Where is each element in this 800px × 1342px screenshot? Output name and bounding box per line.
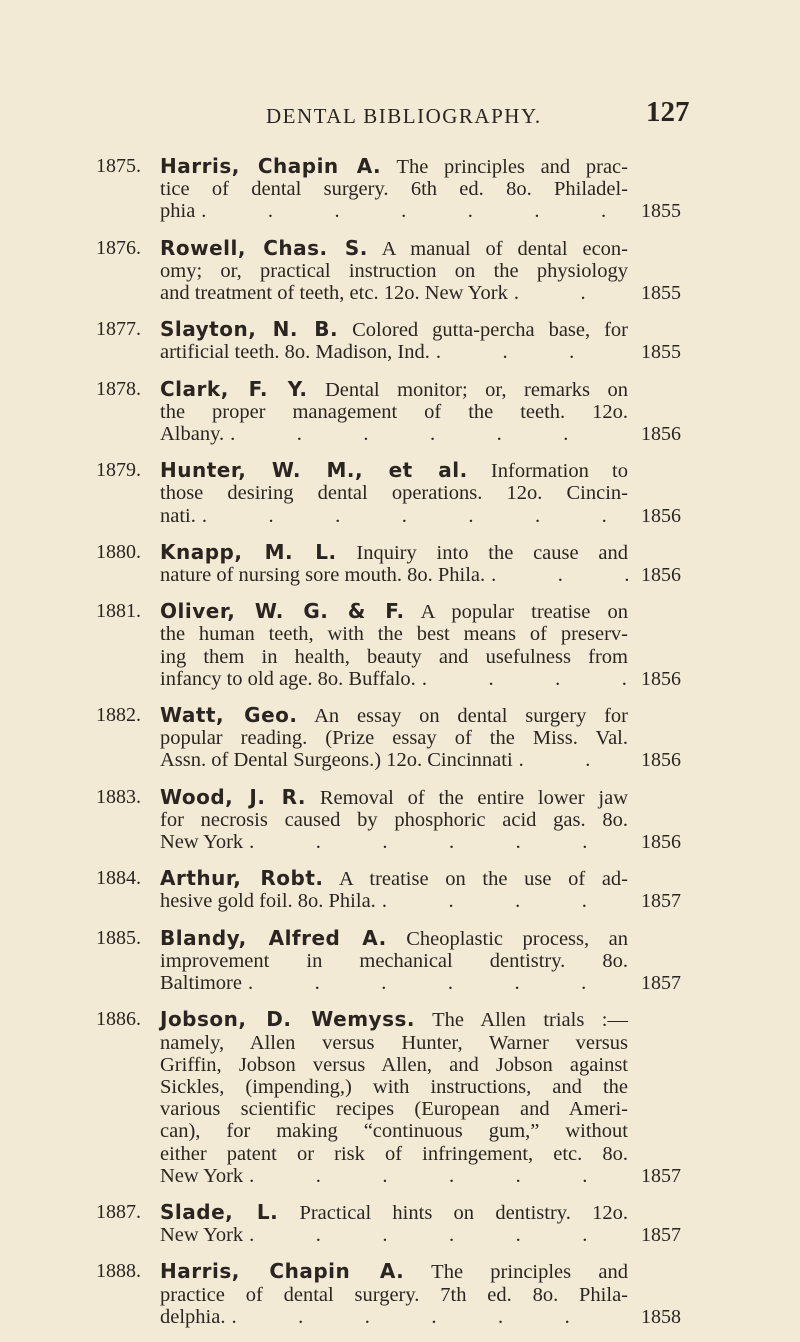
leader-dots (248, 972, 628, 994)
entry-last-line (160, 668, 628, 690)
bibliography-list (0, 155, 800, 1342)
entry-number: 1888. (96, 1260, 141, 1283)
entry-imprint: delphia. (160, 1305, 226, 1328)
entry-imprint: infancy to old age. 8o. Buffalo. (160, 667, 416, 690)
entry-imprint: Albany. (160, 423, 225, 446)
entry-line: various scientific recipes (European and Ameri- (160, 1098, 628, 1121)
entry-line: tice of dental surgery. 6th ed. 8o. Philadel- (160, 178, 628, 201)
entry-text (160, 459, 628, 527)
bibliography-entry (0, 318, 800, 363)
leader-dots (202, 505, 628, 527)
running-header (0, 96, 800, 132)
leader-dots (422, 668, 628, 690)
entry-line: those desiring dental operations. 12o. Cincin- (160, 482, 628, 505)
entry-line: ing them in health, beauty and usefulness from (160, 645, 628, 668)
entry-year: 1857 (641, 1164, 681, 1187)
entry-number: 1885. (96, 926, 141, 949)
entry-last-line (160, 423, 628, 445)
entry-author: Rowell, Chas. S. (160, 235, 368, 260)
entry-number: 1882. (96, 704, 141, 727)
entry-author: Blandy, Alfred A. (160, 925, 387, 950)
entry-number: 1875. (96, 155, 141, 177)
entry-author: Jobson, D. Wemyss. (160, 1007, 415, 1032)
entry-line: namely, Allen versus Hunter, Warner versus (160, 1031, 628, 1054)
entry-author: Harris, Chapin A. (160, 1259, 405, 1284)
entry-year: 1856 (641, 423, 681, 446)
entry-year: 1856 (641, 749, 681, 772)
entry-number: 1879. (96, 459, 141, 482)
entry-text (160, 1008, 628, 1187)
entry-line: Dental monitor; or, remarks on (324, 378, 628, 401)
entry-imprint: New York (160, 1164, 244, 1187)
entry-last-line (160, 1224, 628, 1246)
entry-text (160, 927, 628, 995)
leader-dots (514, 282, 628, 304)
entry-year: 1857 (641, 1224, 681, 1247)
entry-text (160, 1201, 628, 1246)
bibliography-entry (0, 600, 800, 690)
bibliography-entry (0, 237, 800, 305)
entry-year: 1856 (641, 564, 681, 587)
bibliography-entry (0, 704, 800, 772)
entry-number: 1886. (96, 1008, 141, 1031)
entry-line: practice of dental surgery. 7th ed. 8o. Phila- (160, 1283, 628, 1306)
entry-text (160, 318, 628, 363)
entry-last-line (160, 890, 628, 912)
entry-imprint: artificial teeth. 8o. Madison, Ind. (160, 341, 430, 364)
bibliography-entry (0, 541, 800, 586)
entry-text (160, 378, 628, 446)
entry-year: 1858 (641, 1305, 681, 1328)
bibliography-entry (0, 1201, 800, 1246)
entry-line: The principles and prac- (396, 156, 628, 178)
page-number: 127 (646, 96, 690, 128)
entry-line: A popular treatise on (420, 601, 628, 624)
entry-last-line (160, 282, 628, 304)
entry-line: Griffin, Jobson versus Allen, and Jobson against (160, 1053, 628, 1076)
entry-line: improvement in mechanical dentistry. 8o. (160, 949, 628, 972)
entry-line: either patent or risk of infringement, etc. 8o. (160, 1142, 628, 1165)
entry-line: Practical hints on dentistry. 12o. (299, 1201, 628, 1224)
entry-author: Arthur, Robt. (160, 866, 324, 891)
entry-text (160, 237, 628, 305)
entry-author: Watt, Geo. (160, 703, 298, 728)
entry-line: the human teeth, with the best means of preserv- (160, 623, 628, 646)
entry-text (160, 541, 628, 586)
entry-year: 1855 (641, 341, 681, 364)
entry-text (160, 867, 628, 912)
entry-last-line (160, 831, 628, 853)
entry-number: 1877. (96, 318, 141, 341)
entry-number: 1884. (96, 867, 141, 890)
leader-dots (436, 341, 628, 363)
running-title: DENTAL BIBLIOGRAPHY. (266, 104, 542, 128)
entry-author: Wood, J. R. (160, 784, 306, 809)
entry-author: Knapp, M. L. (160, 539, 337, 564)
entry-line: Colored gutta-percha base, for (352, 319, 629, 342)
entry-line: Sickles, (impending,) with instructions, and the (160, 1075, 628, 1098)
entry-year: 1857 (641, 890, 681, 913)
entry-imprint: nati. (160, 504, 196, 527)
leader-dots (231, 1306, 628, 1328)
entry-year: 1856 (641, 504, 681, 527)
entry-number: 1887. (96, 1200, 141, 1223)
bibliography-entry (0, 927, 800, 995)
entry-line: The Allen trials :— (432, 1009, 628, 1032)
entry-number: 1878. (96, 377, 141, 400)
entry-text (160, 600, 628, 690)
entry-line: can), for making “continuous gum,” without (160, 1120, 628, 1143)
entry-last-line (160, 505, 628, 527)
entry-last-line (160, 749, 628, 771)
entry-imprint: phia (160, 200, 196, 223)
entry-line: Inquiry into the cause and (356, 541, 629, 564)
entry-text (160, 1260, 628, 1328)
entry-year: 1857 (641, 972, 681, 995)
leader-dots (491, 564, 628, 586)
bibliography-entry (0, 459, 800, 527)
entry-number: 1883. (96, 785, 141, 808)
entry-text (160, 786, 628, 854)
entry-year: 1856 (641, 831, 681, 854)
bibliography-entry (0, 1260, 800, 1328)
entry-line: the proper management of the teeth. 12o. (160, 400, 628, 423)
entry-line: An essay on dental surgery for (314, 705, 629, 728)
entry-last-line (160, 972, 628, 994)
entry-line: Information to (490, 460, 628, 483)
entry-year: 1856 (641, 667, 681, 690)
entry-imprint: Assn. of Dental Surgeons.) 12o. Cincinnati (160, 749, 513, 772)
bibliography-entry (0, 378, 800, 446)
entry-year: 1855 (641, 282, 681, 305)
entry-year: 1855 (641, 200, 681, 223)
entry-line: omy; or, practical instruction on the physiology (160, 259, 628, 282)
bibliography-entry (0, 1008, 800, 1187)
entry-author: Harris, Chapin A. (160, 154, 382, 178)
entry-last-line (160, 200, 628, 222)
entry-number: 1876. (96, 236, 141, 259)
entry-line: popular reading. (Prize essay of the Miss. Val. (160, 727, 628, 750)
entry-last-line (160, 564, 628, 586)
leader-dots (249, 831, 628, 853)
entry-author: Clark, F. Y. (160, 376, 308, 401)
bibliography-entry (0, 867, 800, 912)
entry-imprint: New York (160, 1224, 244, 1247)
entry-last-line (160, 341, 628, 363)
entry-imprint: and treatment of teeth, etc. 12o. New York (160, 282, 508, 305)
leader-dots (382, 890, 628, 912)
bibliography-entry (0, 786, 800, 854)
entry-line: Cheoplastic process, an (406, 927, 629, 950)
leader-dots (201, 200, 628, 222)
entry-line: A manual of dental econ- (381, 237, 628, 260)
entry-line: A treatise on the use of ad- (339, 868, 628, 891)
entry-line: Removal of the entire lower jaw (319, 786, 629, 809)
entry-imprint: nature of nursing sore mouth. 8o. Phila. (160, 564, 486, 587)
entry-last-line (160, 1165, 628, 1187)
entry-imprint: Baltimore (160, 972, 242, 995)
entry-author: Slayton, N. B. (160, 317, 339, 342)
entry-author: Oliver, W. G. & F. (160, 599, 405, 624)
leader-dots (249, 1224, 628, 1246)
leader-dots (230, 423, 628, 445)
entry-number: 1881. (96, 600, 141, 623)
entry-author: Hunter, W. M., et al. (160, 458, 468, 483)
entry-line: The principles and (431, 1261, 628, 1284)
entry-number: 1880. (96, 540, 141, 563)
entry-author: Slade, L. (160, 1199, 279, 1224)
entry-text (160, 704, 628, 772)
entry-imprint: hesive gold foil. 8o. Phila. (160, 890, 376, 913)
leader-dots (519, 749, 628, 771)
entry-text (160, 155, 628, 223)
bibliography-entry (0, 155, 800, 223)
leader-dots (249, 1165, 628, 1187)
entry-line: for necrosis caused by phosphoric acid gas. 8o. (160, 808, 628, 831)
entry-last-line (160, 1306, 628, 1328)
entry-imprint: New York (160, 831, 244, 854)
